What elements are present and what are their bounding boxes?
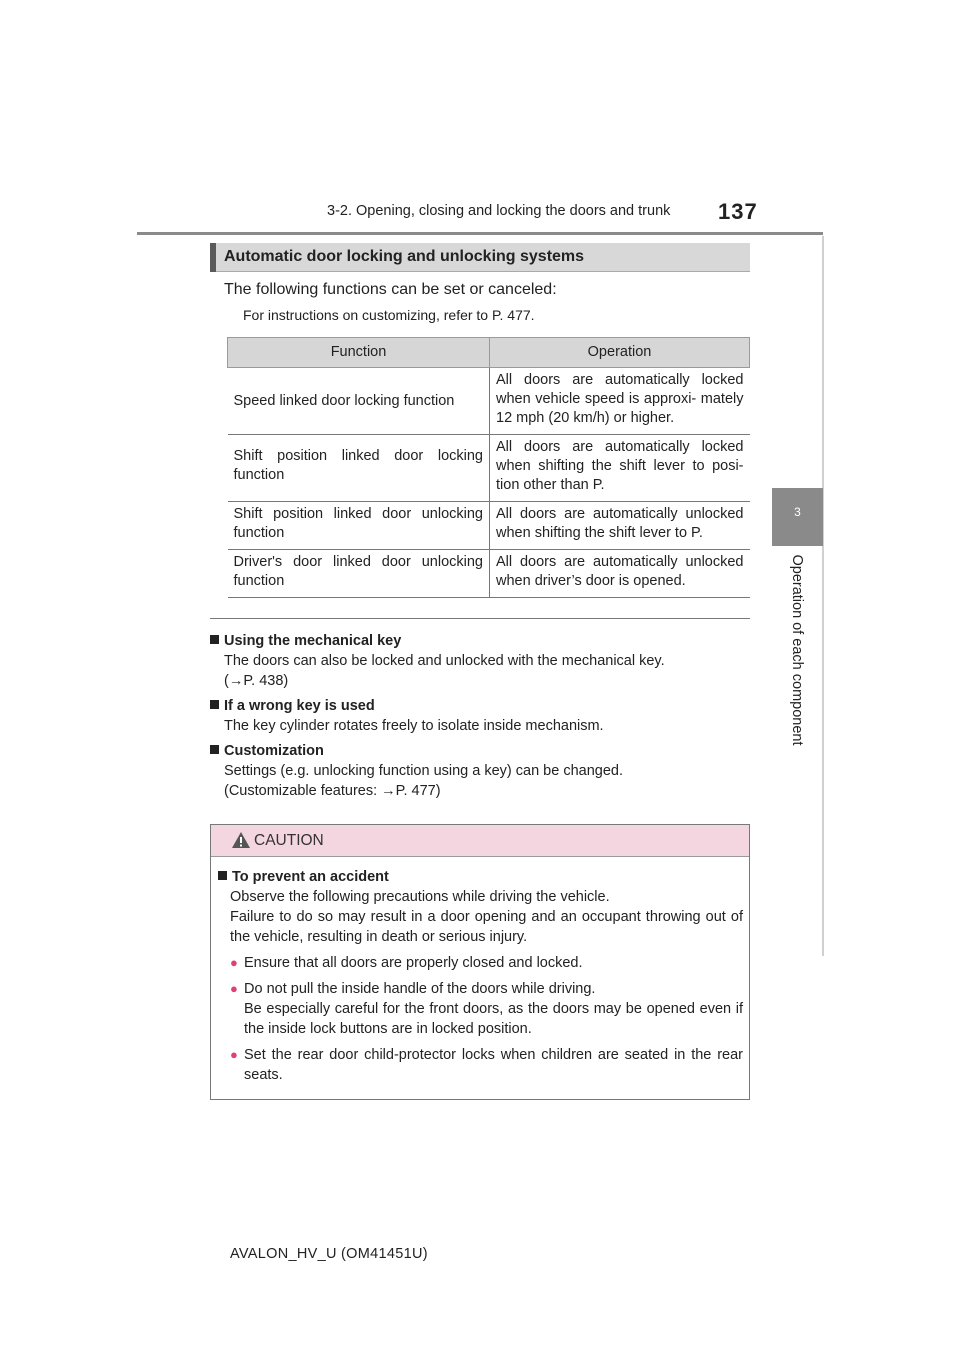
table-cell-function: Driver's door linked door unlocking function (228, 550, 490, 598)
function-table (227, 337, 750, 598)
note-title-wrap (210, 631, 750, 651)
footer-model: AVALON_HV_U (OM41451U) (230, 1246, 428, 1262)
note-line: (Customizable features: →P. 477) (224, 783, 441, 799)
note-title: Customization (224, 743, 324, 759)
caution-body (211, 857, 749, 1085)
section-heading (210, 243, 750, 272)
note-item (210, 631, 750, 691)
note-line: The key cylinder rotates freely to isolate inside mechanism. (224, 718, 604, 734)
note-item (210, 741, 750, 801)
chapter-number: 3 (794, 505, 801, 519)
table-cell-operation: All doors are automatically unlocked when driver’s door is opened. (490, 550, 750, 598)
caution-intro-line: Observe the following precautions while driving the vehicle. (230, 889, 610, 905)
section-heading-bar (210, 243, 216, 272)
section-breadcrumb: 3-2. Opening, closing and locking the doors and trunk (327, 203, 671, 219)
section-sub-intro: For instructions on customizing, refer to P. 477. (243, 307, 535, 323)
caution-title-wrap (218, 867, 743, 887)
table-cell-operation: All doors are automatically unlocked when shifting the shift lever to P. (490, 502, 750, 550)
divider (210, 618, 750, 619)
table-cell-function: Speed linked door locking function (228, 368, 490, 435)
note-line: The doors can also be locked and unlocked with the mechanical key. (224, 653, 665, 669)
bullet-dot-icon: ● (230, 955, 238, 970)
square-bullet-icon (210, 700, 219, 709)
note-title-wrap (210, 741, 750, 761)
caution-bullet (218, 953, 743, 973)
warning-triangle-icon (231, 831, 251, 849)
caution-bullet-text: Ensure that all doors are properly closed and locked. (244, 955, 583, 971)
page-number: 137 (718, 199, 758, 224)
note-title-wrap (210, 696, 750, 716)
note-line: Settings (e.g. unlocking function using a key) can be changed. (224, 763, 624, 779)
square-bullet-icon (218, 871, 227, 880)
caution-bullet-text: Do not pull the inside handle of the doors while driving. Be especially careful for the front doors, as the doors may be opened even if the inside lock buttons are in locked position. (244, 981, 743, 1037)
bullet-dot-icon: ● (230, 981, 238, 996)
caution-label: CAUTION (254, 832, 324, 849)
section-intro: The following functions can be set or canceled: (224, 281, 557, 298)
square-bullet-icon (210, 745, 219, 754)
caution-bullet (218, 979, 743, 1039)
table-cell-function: Shift position linked door unlocking function (228, 502, 490, 550)
caution-bullet (218, 1045, 743, 1085)
column-header-function: Function (228, 338, 490, 368)
table-cell-operation: All doors are automatically locked when vehicle speed is approxi- mately 12 mph (20 km/h) or higher. (490, 368, 750, 435)
header-rule (137, 232, 823, 235)
caution-box (210, 824, 750, 1100)
table-row (228, 368, 750, 435)
note-title: Using the mechanical key (224, 633, 402, 649)
table-row (228, 502, 750, 550)
table-cell-function: Shift position linked door locking function (228, 435, 490, 502)
column-header-operation: Operation (490, 338, 750, 368)
side-bar (822, 236, 824, 956)
note-line: (→P. 438) (224, 673, 289, 689)
note-title: If a wrong key is used (224, 698, 375, 714)
caution-intro-line: Failure to do so may result in a door opening and an occupant throwing out of the vehicle, resulting in death or serious injury. (230, 909, 743, 945)
table-row (228, 550, 750, 598)
notes (210, 626, 750, 801)
chapter-label: Operation of each component (789, 554, 805, 746)
note-item (210, 696, 750, 736)
caution-title: To prevent an accident (232, 869, 389, 885)
section-title: Automatic door locking and unlocking systems (224, 248, 585, 265)
bullet-dot-icon: ● (230, 1047, 238, 1062)
table-cell-operation: All doors are automatically locked when shifting the shift lever to posi- tion other than P. (490, 435, 750, 502)
caution-bullet-text: Set the rear door child-protector locks when children are seated in the rear seats. (244, 1047, 743, 1083)
caution-header (211, 825, 749, 857)
table-header-row (228, 338, 750, 368)
square-bullet-icon (210, 635, 219, 644)
table-row (228, 435, 750, 502)
